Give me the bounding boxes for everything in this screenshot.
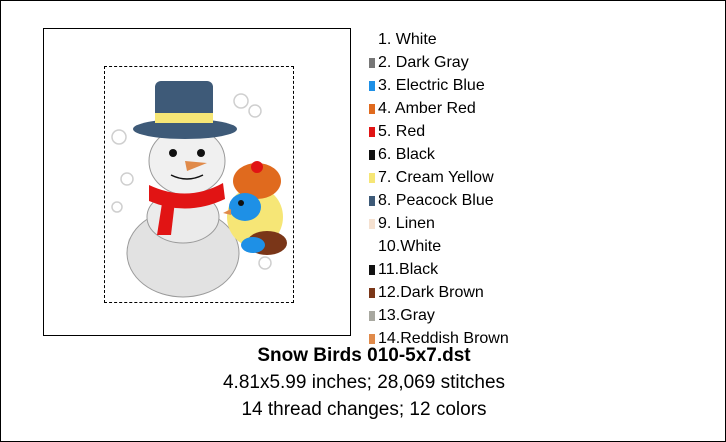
- design-preview: [43, 28, 351, 336]
- thread-swatch: [369, 196, 375, 206]
- thread-label: 3. Electric Blue: [378, 76, 485, 94]
- thread-item-10: [369, 235, 509, 258]
- thread-label: 14.Reddish Brown: [378, 329, 509, 347]
- thread-label: 7. Cream Yellow: [378, 168, 494, 186]
- thread-item-11: [369, 258, 509, 281]
- thread-swatch: [369, 104, 375, 114]
- design-file-name: Snow Birds 010-5x7.dst: [257, 345, 471, 366]
- design-bounding-box[interactable]: [104, 66, 294, 303]
- thread-item-12: [369, 281, 509, 304]
- thread-label: 8. Peacock Blue: [378, 191, 494, 209]
- thread-label: 12.Dark Brown: [378, 283, 484, 301]
- thread-item-13: [369, 304, 509, 327]
- thread-item-6: [369, 143, 509, 166]
- thread-color-list: [369, 28, 509, 350]
- design-dimensions: 4.81x5.99 inches; 28,069 stitches: [222, 372, 506, 393]
- thread-item-1: [369, 28, 509, 51]
- thread-swatch: [369, 288, 375, 298]
- design-thread-changes: 14 thread changes; 12 colors: [241, 399, 487, 420]
- thread-label: 10.White: [378, 237, 442, 255]
- thread-item-3: [369, 74, 509, 97]
- thread-swatch: [369, 173, 375, 183]
- thread-label: 9. Linen: [378, 214, 435, 232]
- thread-item-2: [369, 51, 509, 74]
- thread-swatch: [369, 219, 375, 229]
- thread-swatch: [369, 58, 375, 68]
- thread-item-8: [369, 189, 509, 212]
- thread-label: 13.Gray: [378, 306, 435, 324]
- thread-swatch: [369, 242, 375, 252]
- thread-swatch: [369, 35, 375, 45]
- thread-label: 1. White: [378, 30, 437, 48]
- thread-label: 5. Red: [378, 122, 426, 140]
- thread-swatch: [369, 127, 375, 137]
- thread-swatch: [369, 334, 375, 344]
- thread-item-5: [369, 120, 509, 143]
- thread-swatch: [369, 265, 375, 275]
- thread-item-9: [369, 212, 509, 235]
- thread-swatch: [369, 81, 375, 91]
- thread-label: 6. Black: [378, 145, 435, 163]
- thread-item-7: [369, 166, 509, 189]
- snowman-embroidery-image: [105, 67, 293, 302]
- thread-swatch: [369, 311, 375, 321]
- thread-swatch: [369, 150, 375, 160]
- thread-label: 2. Dark Gray: [378, 53, 469, 71]
- thread-item-4: [369, 97, 509, 120]
- thread-label: 4. Amber Red: [378, 99, 476, 117]
- thread-label: 11.Black: [378, 260, 439, 278]
